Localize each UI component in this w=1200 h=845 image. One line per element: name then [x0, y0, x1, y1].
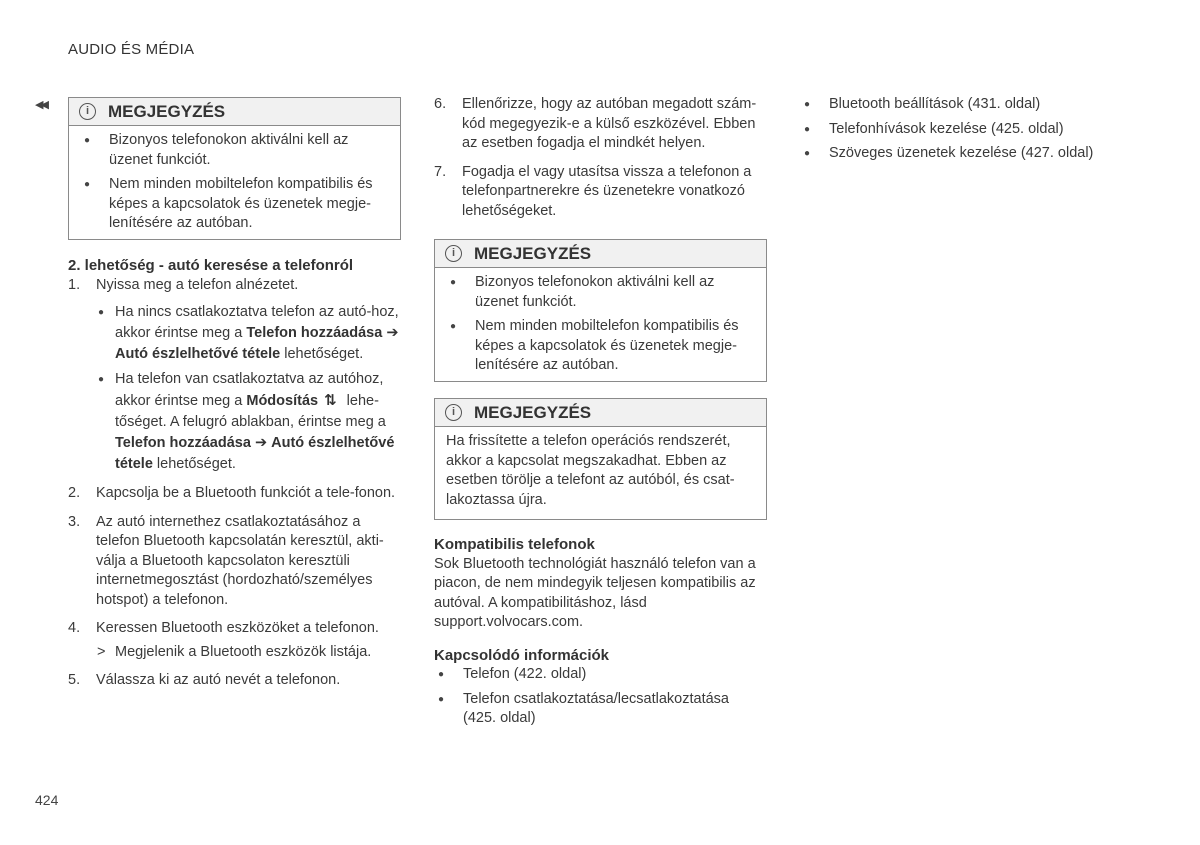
note-title: MEGJEGYZÉS — [474, 243, 592, 263]
note-box-3 — [434, 398, 767, 520]
step-text: Az autó internethez csatlakoztatásához a telefon Bluetooth kapcsolatán keresztül, akti-válja a Bluetooth kapcsolaton keresztüli internetmegosztást (hordozható/személyes hotspot) a telefonon. — [96, 513, 384, 608]
note-title: MEGJEGYZÉS — [108, 101, 226, 121]
column-1-body — [68, 256, 400, 691]
related-link-telefon[interactable]: ● Telefon (422. oldal) — [434, 665, 766, 685]
page-header: AUDIO ÉS MÉDIA — [68, 41, 195, 58]
step-2 — [68, 484, 400, 504]
note-title: MEGJEGYZÉS — [474, 402, 592, 422]
note-text: Ha frissítette a telefon operációs rendszerét, akkor a kapcsolat megszakadhat. Ebben az esetben törölje a telefont az autóból, és csat-lakoztassa újra. — [446, 433, 735, 508]
step-text: Válassza ki az autó nevét a telefonon. — [96, 672, 341, 688]
section-heading: 2. lehetőség - autó keresése a telefonról — [68, 257, 354, 274]
step-result: > Megjelenik a Bluetooth eszközök listája. — [96, 643, 400, 663]
step-1-subitems — [68, 302, 400, 475]
step-6 — [434, 95, 764, 154]
page-number: 424 — [35, 792, 59, 808]
menu-path-telefon-hozzaadasa: Telefon hozzáadása — [115, 435, 251, 451]
related-link-telefonhivasok[interactable]: ● Telefonhívások kezelése (425. oldal) — [800, 120, 1140, 140]
step-number: 6. — [434, 96, 447, 112]
related-link-bluetooth[interactable]: ● Bluetooth beállítások (431. oldal) — [800, 95, 1140, 115]
note-header — [435, 399, 766, 427]
compatible-phones-heading: Kompatibilis telefonok — [434, 536, 595, 553]
note-item: ● Nem minden mobiltelefon kompatibilis és képes a kapcsolatok és üzenetek megje-lenítésére az autóban. — [446, 317, 755, 376]
step-number: 2. — [68, 485, 81, 501]
info-icon: i — [79, 103, 96, 120]
sub-item — [96, 369, 400, 475]
note-body — [69, 126, 400, 242]
step-number: 7. — [434, 163, 447, 180]
sub-item-text: lehetőséget. — [280, 346, 364, 362]
step-4 — [68, 619, 400, 662]
note-box-1 — [68, 97, 401, 240]
menu-path-telefon-hozzaadasa: Telefon hozzáadása — [246, 325, 383, 341]
arrow-right-icon: ➔ — [386, 325, 399, 341]
menu-path-modositas: Módosítás — [246, 393, 319, 409]
note-header — [69, 98, 400, 126]
note-item: ● Bizonyos telefonokon aktiválni kell az üzenet funkciót. — [80, 131, 389, 170]
column-3-links — [800, 95, 1140, 164]
step-text: Fogadja el vagy utasítsa vissza a telefonon a telefonpartnerekre és üzenetekre vonatkozó lehetőségeket. — [462, 163, 752, 219]
note-box-2 — [434, 239, 767, 382]
step-text: Nyissa meg a telefon alnézetet. — [96, 276, 299, 293]
step-number: 1. — [68, 276, 81, 293]
related-info-heading: Kapcsolódó információk — [434, 646, 610, 664]
note-body — [435, 268, 766, 384]
info-icon: i — [445, 245, 462, 262]
note-item: ● Bizonyos telefonokon aktiválni kell az üzenet funkciót. — [446, 273, 755, 312]
step-7 — [434, 163, 764, 222]
sub-item-text: Ha nincs csatlakoztatva telefon az autó-hoz, akkor érintse meg a — [115, 304, 399, 341]
related-link-szoveges-uzenetek[interactable]: ● Szöveges üzenetek kezelése (427. oldal) — [800, 144, 1140, 164]
swap-icon: ⇅ — [324, 392, 337, 409]
arrow-right-icon: ➔ — [254, 435, 268, 451]
step-3 — [68, 513, 400, 611]
related-link-csatlakoztatas[interactable]: ● Telefon csatlakoztatása/lecsatlakoztatása (425. oldal) — [434, 690, 766, 729]
menu-path-auto-eszlelhetove: Autó észlelhetővé tétele — [115, 435, 395, 472]
step-text: Kapcsolja be a Bluetooth funkciót a tele-fonon. — [96, 485, 396, 501]
step-number: 5. — [68, 672, 81, 688]
menu-path-auto-eszlelhetove: Autó észlelhetővé tétele — [115, 346, 281, 362]
sub-item-text: lehe-tőséget. A felugró ablakban, érintse meg a — [115, 393, 386, 430]
info-icon: i — [445, 404, 462, 421]
sub-item-text: Ha telefon van csatlakoztatva az autóhoz, akkor érintse meg a — [115, 371, 384, 409]
note-item: ● Nem minden mobiltelefon kompatibilis és képes a kapcsolatok és üzenetek megje-lenítésére az autóban. — [80, 175, 389, 234]
note-header — [435, 240, 766, 268]
column-2-info — [434, 535, 766, 729]
step-number: 4. — [68, 620, 81, 636]
step-number: 3. — [68, 513, 81, 530]
column-2-steps — [434, 95, 764, 221]
note-body — [435, 427, 766, 518]
step-text: Keressen Bluetooth eszközöket a telefonon. — [96, 620, 379, 636]
continued-marker-icon: ◀◀ — [35, 99, 46, 111]
step-5 — [68, 671, 400, 691]
step-text: Ellenőrizze, hogy az autóban megadott szám-kód megegyezik-e a külső eszközével. Ebben az esetben fogadja el mindkét helyen. — [462, 96, 757, 151]
step-1 — [68, 276, 400, 296]
sub-item — [96, 302, 400, 365]
compatible-phones-text: Sok Bluetooth technológiát használó telefon van a piacon, de nem mindegyik teljesen kompatibilis az autóval. A kompatibilitáshoz, lásd support.volvocars.com. — [434, 555, 756, 630]
sub-item-text: lehetőséget. — [152, 456, 236, 472]
